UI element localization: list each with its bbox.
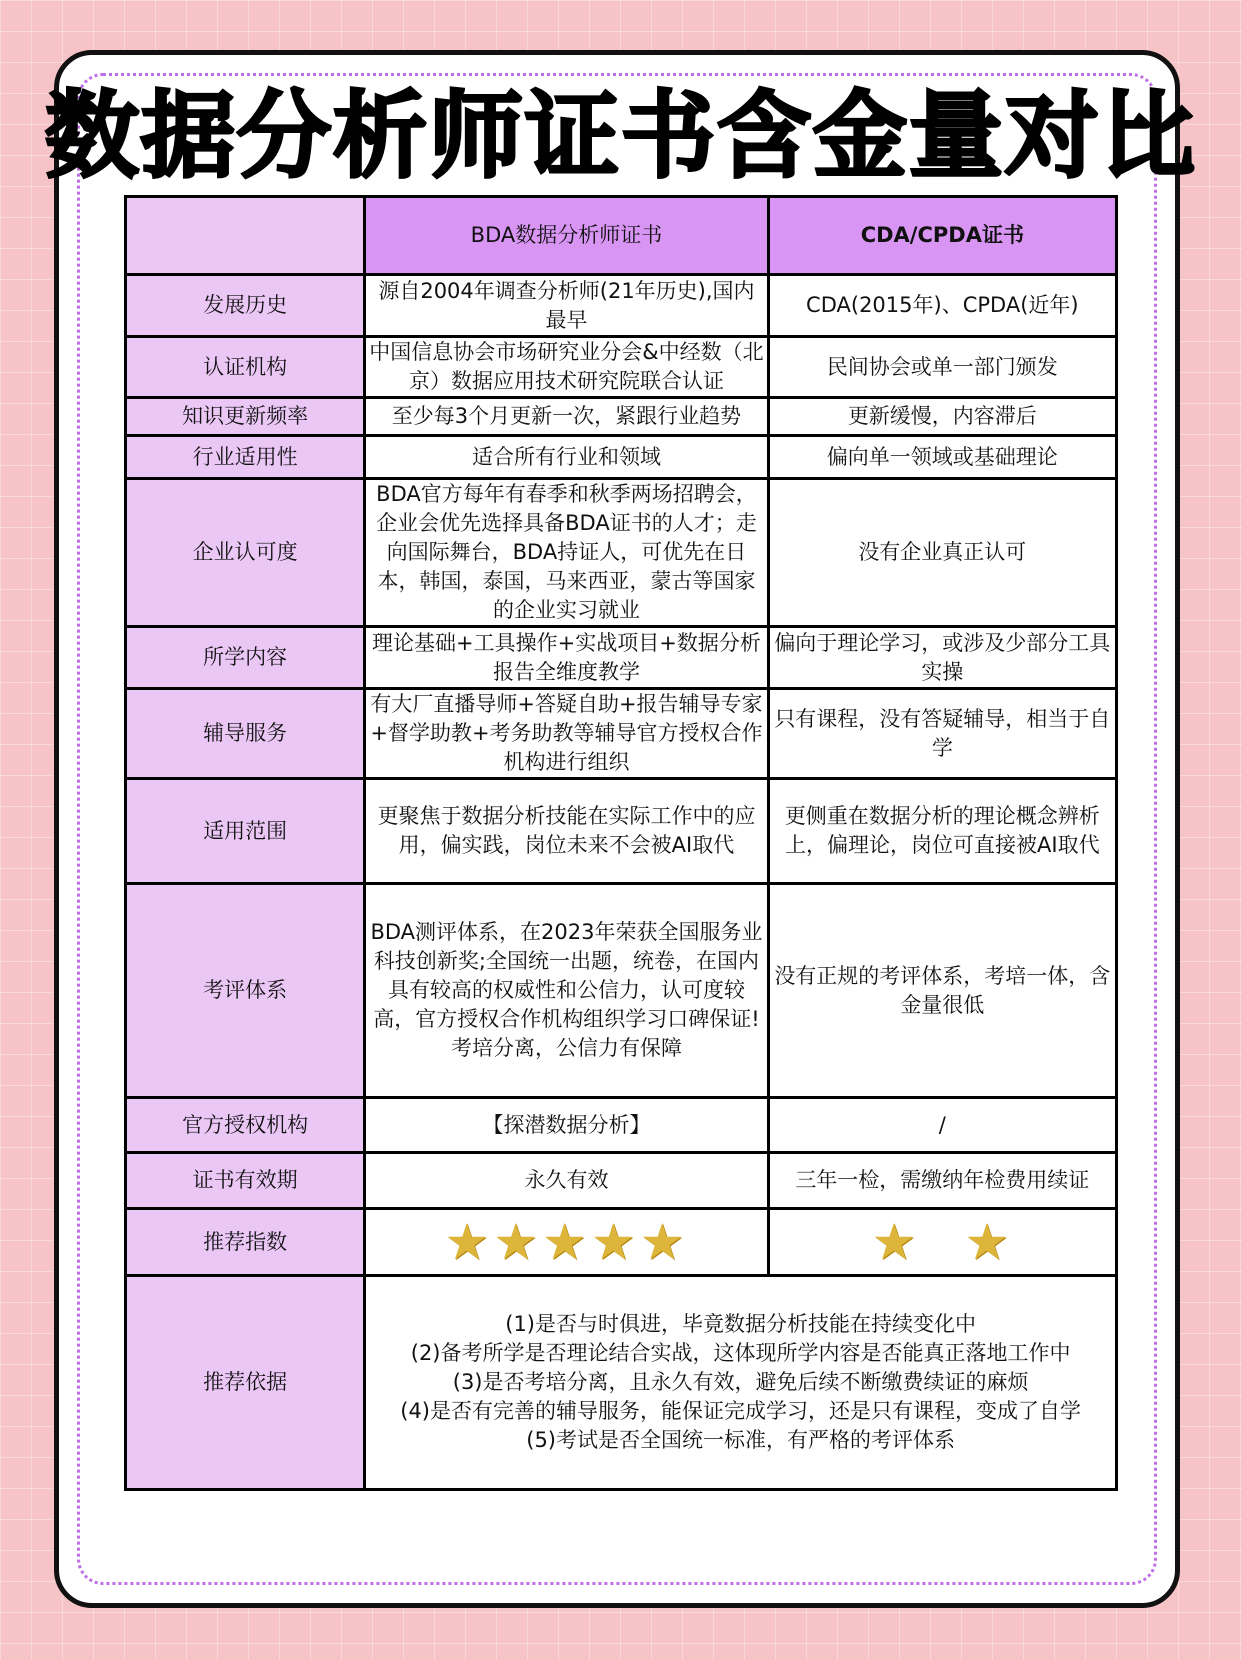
table-row xyxy=(126,627,1117,689)
row-label: 证书有效期 xyxy=(126,1153,365,1209)
table-row xyxy=(126,275,1117,337)
cda-cell: 民间协会或单一部门颁发 xyxy=(768,337,1116,398)
table-row xyxy=(126,689,1117,779)
table-row xyxy=(126,398,1117,436)
comparison-table xyxy=(124,195,1118,1491)
star-icon: ★ xyxy=(590,1213,640,1271)
header-row xyxy=(126,197,1117,275)
row-label: 推荐指数 xyxy=(126,1209,365,1276)
bda-cell: 至少每3个月更新一次，紧跟行业趋势 xyxy=(365,398,768,436)
row-label: 行业适用性 xyxy=(126,436,365,479)
row-label: 推荐依据 xyxy=(126,1276,365,1490)
header-corner-cell xyxy=(126,197,365,275)
page-title: 数据分析师证书含金量对比 xyxy=(44,82,1197,191)
basis-item: (5)考试是否全国统一标准，有严格的考评体系 xyxy=(526,1428,955,1452)
bda-cell: 永久有效 xyxy=(365,1153,768,1209)
cda-cell: / xyxy=(768,1098,1116,1153)
star-icon: ★ xyxy=(444,1213,494,1271)
row-label: 发展历史 xyxy=(126,275,365,337)
basis-item: (1)是否与时俱进，毕竟数据分析技能在持续变化中 xyxy=(505,1312,976,1336)
cda-cell: 更新缓慢，内容滞后 xyxy=(768,398,1116,436)
cda-cell: 更侧重在数据分析的理论概念辨析上，偏理论，岗位可直接被AI取代 xyxy=(768,779,1116,884)
row-label: 企业认可度 xyxy=(126,479,365,627)
table-row xyxy=(126,436,1117,479)
cda-cell: CDA(2015年)、CPDA(近年) xyxy=(768,275,1116,337)
star-icon: ★ xyxy=(493,1213,543,1271)
cda-star-rating xyxy=(773,1214,1112,1270)
bda-cell: BDA测评体系，在2023年荣获全国服务业科技创新奖;全国统一出题，统卷，在国内具有较高的权威性和公信力，认可度较高，官方授权合作机构组织学习口碑保证!考培分离，公信力有保障 xyxy=(365,884,768,1098)
table-row xyxy=(126,1098,1117,1153)
bda-cell: 源自2004年调查分析师(21年历史),国内最早 xyxy=(365,275,768,337)
row-label: 所学内容 xyxy=(126,627,365,689)
basis-cell xyxy=(365,1276,1117,1490)
star-icon: ★ xyxy=(542,1213,591,1271)
basis-row xyxy=(126,1276,1117,1490)
bda-cell: 【探潜数据分析】 xyxy=(365,1098,768,1153)
header-bda: BDA数据分析师证书 xyxy=(365,197,768,275)
row-label: 考评体系 xyxy=(126,884,365,1098)
bda-cell: BDA官方每年有春季和秋季两场招聘会，企业会优先选择具备BDA证书的人才；走向国际舞台，BDA持证人，可优先在日本，韩国，泰国，马来西亚，蒙古等国家的企业实习就业 xyxy=(365,479,768,627)
star-icon: ★ xyxy=(964,1213,1014,1271)
cda-cell: 只有课程，没有答疑辅导，相当于自学 xyxy=(768,689,1116,779)
cda-rating-cell xyxy=(768,1209,1116,1276)
bda-star-rating xyxy=(369,1214,763,1270)
row-label: 官方授权机构 xyxy=(126,1098,365,1153)
basis-item: (2)备考所学是否理论结合实战，这体现所学内容是否能真正落地工作中 xyxy=(410,1341,1071,1365)
cda-cell: 三年一检，需缴纳年检费用续证 xyxy=(768,1153,1116,1209)
basis-item: (4)是否有完善的辅导服务，能保证完成学习，还是只有课程，变成了自学 xyxy=(400,1399,1081,1423)
star-icon: ★ xyxy=(871,1213,921,1271)
row-label: 认证机构 xyxy=(126,337,365,398)
cda-cell: 没有正规的考评体系，考培一体，含金量很低 xyxy=(768,884,1116,1098)
cda-cell: 偏向于理论学习，或涉及少部分工具实操 xyxy=(768,627,1116,689)
table-row xyxy=(126,884,1117,1098)
row-label: 适用范围 xyxy=(126,779,365,884)
bda-cell: 中国信息协会市场研究业分会&中经数（北京）数据应用技术研究院联合认证 xyxy=(365,337,768,398)
row-label: 知识更新频率 xyxy=(126,398,365,436)
cda-cell: 没有企业真正认可 xyxy=(768,479,1116,627)
header-cda: CDA/CPDA证书 xyxy=(768,197,1116,275)
table-row xyxy=(126,337,1117,398)
table-row xyxy=(126,779,1117,884)
table-row xyxy=(126,479,1117,627)
cda-cell: 偏向单一领域或基础理论 xyxy=(768,436,1116,479)
bda-cell: 更聚焦于数据分析技能在实际工作中的应用，偏实践，岗位未来不会被AI取代 xyxy=(365,779,768,884)
row-label: 辅导服务 xyxy=(126,689,365,779)
bda-cell: 理论基础+工具操作+实战项目+数据分析报告全维度教学 xyxy=(365,627,768,689)
star-icon: ★ xyxy=(639,1213,689,1271)
table-row xyxy=(126,1153,1117,1209)
bda-rating-cell xyxy=(365,1209,768,1276)
bda-cell: 有大厂直播导师+答疑自助+报告辅导专家+督学助教+考务助教等辅导官方授权合作机构进行组织 xyxy=(365,689,768,779)
bda-cell: 适合所有行业和领域 xyxy=(365,436,768,479)
basis-item: (3)是否考培分离，且永久有效，避免后续不断缴费续证的麻烦 xyxy=(452,1370,1029,1394)
rating-row xyxy=(126,1209,1117,1276)
